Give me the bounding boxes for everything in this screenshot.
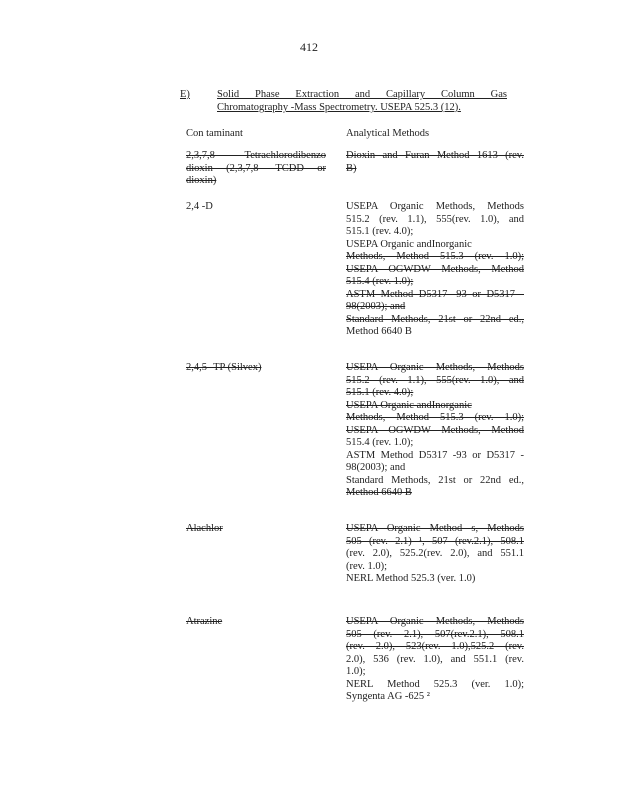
method-line: 515.1 (rev. 4.0);	[346, 226, 414, 237]
contaminant-cell	[186, 616, 326, 629]
contaminant-line: 2,4,5 -TP (Silvex)	[186, 362, 262, 373]
method-line: USEPA OGWDW Methods, Method	[346, 263, 524, 275]
method-line: 505 (rev. 2.1), 507(rev.2.1), 508.1	[346, 628, 524, 640]
page-number: 412	[300, 40, 318, 54]
method-line: Methods, Method 515.3 (rev. 1.0);	[346, 412, 524, 423]
method-line: USEPA Organic Methods, Methods	[346, 616, 524, 627]
contaminant-line: Alachlor	[186, 523, 223, 534]
method-line: Methods, Method 515.3 (rev. 1.0);	[346, 251, 524, 262]
method-line: 1.0);	[346, 666, 366, 677]
method-line: 98(2003); and	[346, 462, 406, 473]
section-title-line-2: Chromatography -Mass Spectrometry. USEPA 525.3 (12).	[217, 102, 461, 113]
method-line: USEPA OGWDW Methods, Method	[346, 424, 524, 436]
method-line: 505 (rev. 2.1) ¹, 507 (rev.2.1), 508.1	[346, 535, 524, 547]
method-line: 515.2 (rev. 1.1), 555(rev. 1.0), and	[346, 374, 524, 386]
method-line: USEPA Organic Methods, Methods	[346, 201, 524, 212]
contaminant-line: dioxin)	[186, 175, 217, 186]
method-line: Method 6640 B	[346, 487, 412, 498]
method-line: Standard Methods, 21st or 22nd ed.,	[346, 313, 524, 325]
method-line: 515.4 (rev. 1.0);	[346, 276, 414, 287]
analytical-method-cell	[346, 201, 524, 339]
contaminant-cell	[186, 150, 326, 188]
column-header-methods: Analytical Methods	[346, 128, 430, 139]
method-line: Syngenta AG -625 ²	[346, 691, 430, 702]
method-line: Standard Methods, 21st or 22nd ed.,	[346, 474, 524, 486]
method-line: Method 6640 B	[346, 326, 412, 337]
method-line: (rev. 2.0), 525.2(rev. 2.0), and 551.1	[346, 548, 524, 559]
contaminant-line: 2,3,7,8 -Tetrachlorodibenzo	[186, 150, 326, 161]
analytical-method-cell	[346, 523, 524, 586]
contaminant-line: 2,4 -D	[186, 201, 213, 212]
analytical-method-cell	[346, 362, 524, 500]
method-line: USEPA Organic andInorganic	[346, 238, 472, 250]
analytical-method-cell	[346, 616, 524, 704]
method-line: 515.4 (rev. 1.0);	[346, 437, 414, 448]
method-line: ASTM Method D5317 -93 or D5317 -	[346, 449, 524, 461]
method-line: USEPA Organic Methods, Methods	[346, 362, 524, 373]
column-header-contaminant: Con taminant	[186, 128, 243, 139]
method-line: NERL Method 525.3 (ver. 1.0);	[346, 678, 524, 690]
contaminant-line: Atrazine	[186, 616, 223, 627]
contaminant-cell	[186, 201, 326, 214]
method-line: USEPA Organic Method s, Methods	[346, 523, 524, 534]
contaminant-cell	[186, 362, 326, 375]
method-line: NERL Method 525.3 (ver. 1.0)	[346, 573, 476, 584]
section-letter: E)	[180, 89, 190, 100]
method-line: B)	[346, 162, 357, 174]
method-line: Dioxin and Furan Method 1613 (rev.	[346, 150, 524, 161]
section-title-line-1: Solid Phase Extraction and Capillary Column Gas	[217, 89, 507, 100]
method-line: 98(2003); and	[346, 301, 406, 312]
method-line: (rev. 2.0), 523(rev. 1.0),525.2 (rev.	[346, 641, 524, 652]
method-line: 515.1 (rev. 4.0);	[346, 387, 414, 398]
analytical-method-cell	[346, 150, 524, 175]
contaminant-cell	[186, 523, 326, 536]
method-line: ASTM Method D5317 -93 or D5317 -	[346, 288, 524, 300]
method-line: 515.2 (rev. 1.1), 555(rev. 1.0), and	[346, 213, 524, 225]
method-line: 2.0), 536 (rev. 1.0), and 551.1 (rev.	[346, 653, 524, 665]
contaminant-line: dioxin (2,3,7,8 -TCDD or	[186, 162, 326, 174]
method-line: (rev. 1.0);	[346, 560, 388, 572]
section-title	[217, 88, 507, 114]
method-line: USEPA Organic andInorganic	[346, 399, 472, 411]
